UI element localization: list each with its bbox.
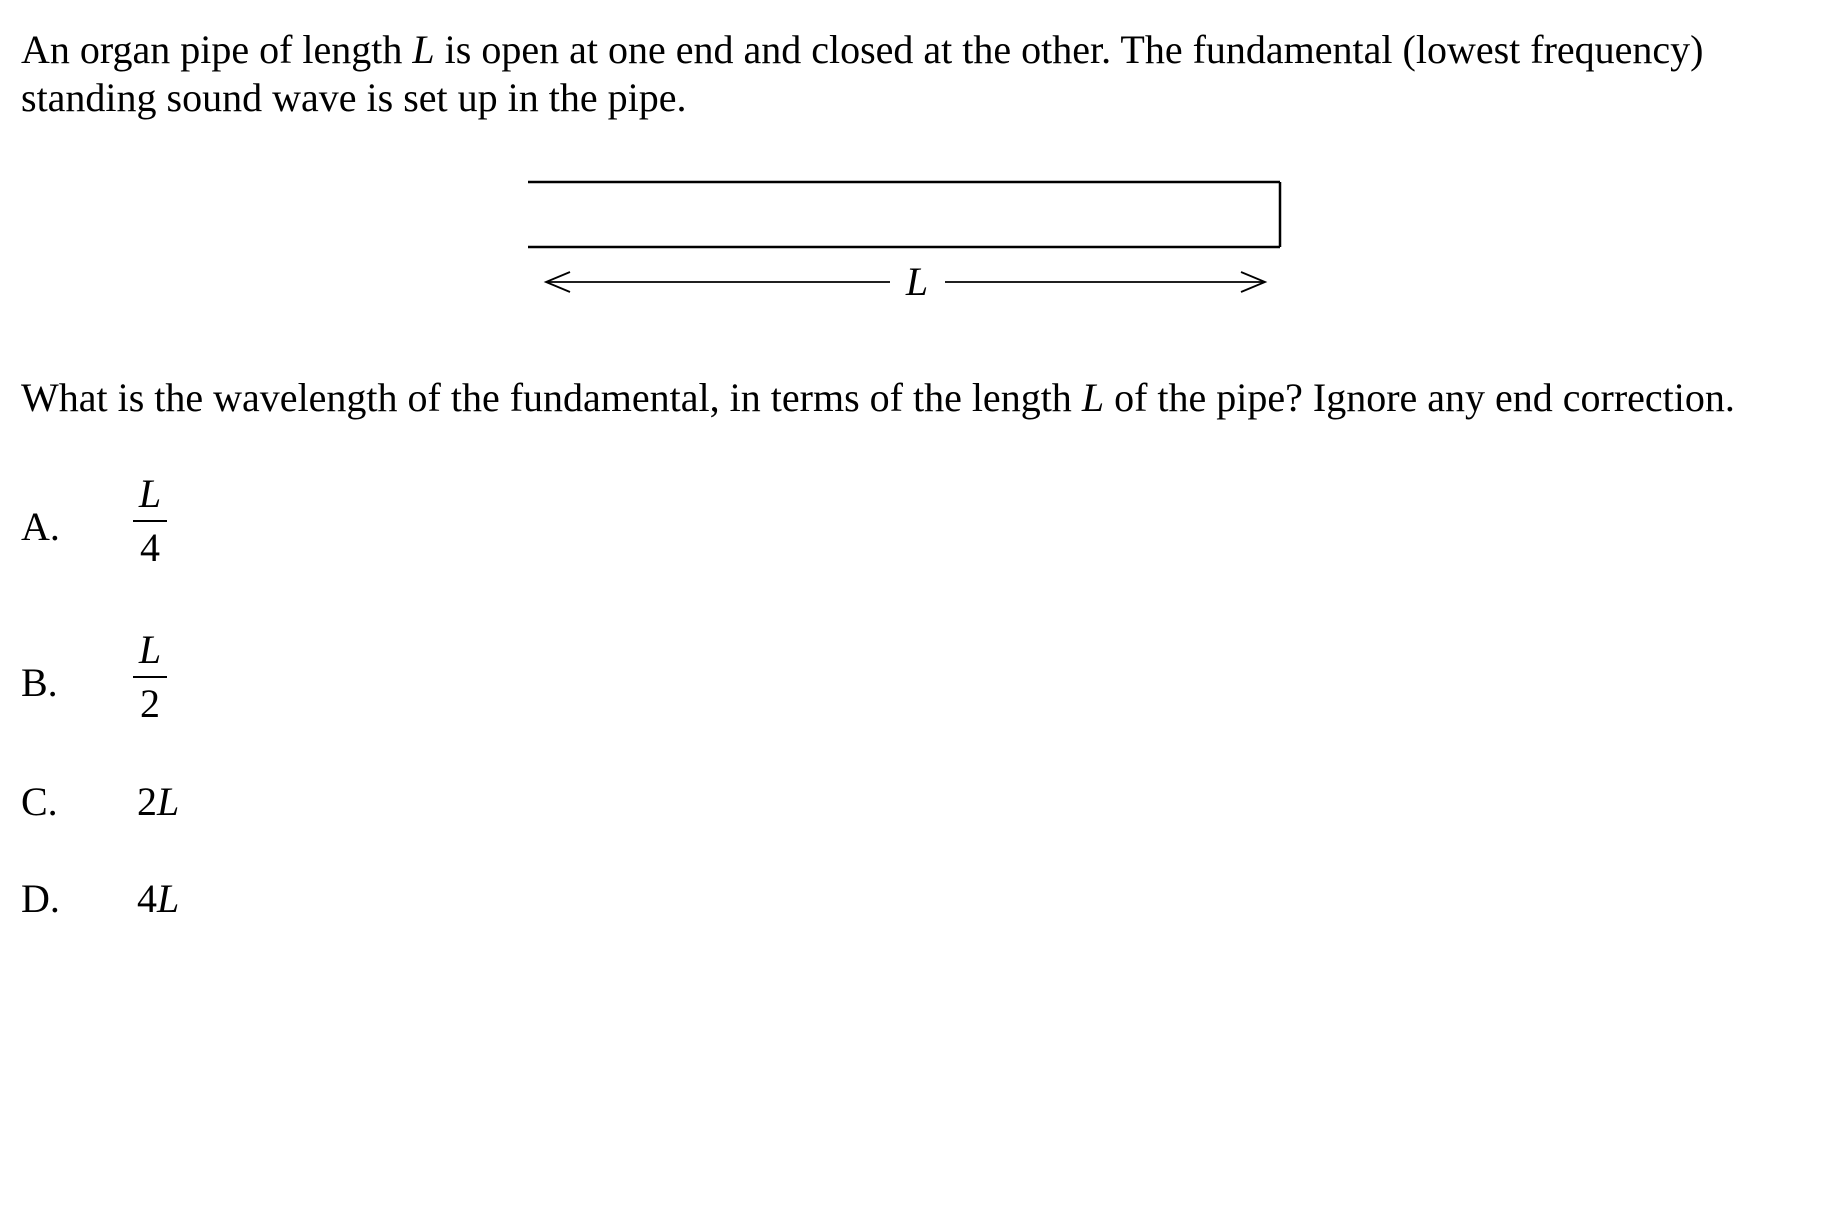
choice-a-denominator: 4 <box>140 525 160 570</box>
prompt-text <box>21 374 1811 422</box>
choice-b-fraction <box>120 628 180 726</box>
choice-d-coefficient: 4 <box>137 876 157 921</box>
organ-pipe-diagram <box>520 170 1300 310</box>
prompt-text-part1: What is the wavelength of the fundamental, in terms of the length <box>21 375 1082 420</box>
question-text <box>21 26 1811 122</box>
choice-a-numerator: L <box>138 471 162 516</box>
question-text-part2: is open at one end and closed at the other. The fundamental (lowest frequency) standing sound wave is set up in the pipe. <box>21 27 1704 120</box>
choice-b-letter: B. <box>21 660 58 705</box>
choice-c-letter: C. <box>21 779 58 824</box>
choice-d-letter: D. <box>21 876 60 921</box>
question-variable-L: L <box>412 27 435 72</box>
choice-d-value <box>137 875 179 922</box>
choice-c-variable: L <box>157 779 180 824</box>
choice-c-coefficient: 2 <box>137 779 157 824</box>
length-label: L <box>905 259 929 304</box>
prompt-text-part2: of the pipe? Ignore any end correction. <box>1104 375 1735 420</box>
choice-d-variable: L <box>157 876 180 921</box>
choice-a-letter: A. <box>21 504 60 549</box>
choice-c-value <box>137 778 179 825</box>
choice-b-denominator: 2 <box>140 681 160 726</box>
question-text-part1: An organ pipe of length <box>21 27 413 72</box>
choice-a-fraction-bar <box>133 520 167 522</box>
choice-a-fraction <box>120 472 180 570</box>
prompt-variable-L: L <box>1081 375 1105 420</box>
choice-b-numerator: L <box>138 627 162 672</box>
choice-b-fraction-bar <box>133 676 167 678</box>
